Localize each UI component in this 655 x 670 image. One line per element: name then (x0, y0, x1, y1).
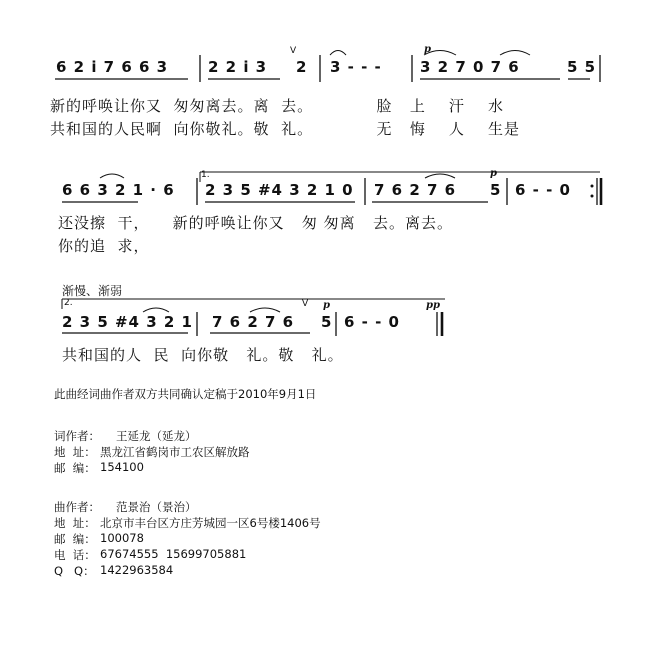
lyricist-zip: 154100 (100, 460, 144, 474)
measure-11-notes: 7 6 2 7 6 (212, 313, 295, 331)
composer-zip-label: 邮 编： (54, 532, 96, 546)
breath-mark-2: V (302, 299, 309, 309)
composer-name: 范景治（景治） (116, 500, 197, 514)
volta-2-label: 2. (64, 298, 73, 308)
volta-1-label: 1. (201, 170, 210, 180)
lyrics-verse-2-line2: 你的追 求， (58, 237, 150, 255)
lyricist-name: 王延龙（延龙） (116, 429, 197, 443)
tempo-marking: 渐慢、渐弱 (62, 284, 123, 298)
measure-9-notes: 6 - - 0 (515, 181, 571, 199)
lyricist-address-label: 地 址： (54, 445, 96, 459)
measure-12-notes: 6 - - 0 (344, 313, 400, 331)
composer-phone: 67674555 15699705881 (100, 547, 247, 561)
measure-3-notes: 3 - - - (330, 58, 382, 76)
composer-qq: 1422963584 (100, 563, 174, 577)
confirmation-note: 此曲经词曲作者双方共同确认定稿于2010年9月1日 (54, 387, 317, 401)
measure-2-end-note: 2 (296, 58, 308, 76)
measure-8-notes: 7 6 2 7 6 (374, 181, 457, 199)
measure-4-notes: 3 2 7 0 7 6 (420, 58, 520, 76)
measure-8-end-note: 5 (490, 181, 502, 199)
measure-2-notes: 2 2 i 3 (208, 58, 268, 76)
measure-6-notes: 6 6 3 2 1 · 6 (62, 181, 175, 199)
composer-address: 北京市丰台区方庄芳城园一区6号楼1406号 (100, 516, 321, 530)
breath-mark: V (290, 46, 297, 56)
lyrics-verse-1-line2: 还没擦 干， 新的呼唤让你又 匆 匆离 去。离去。 (58, 214, 453, 232)
composer-qq-label: Q Q： (54, 564, 95, 578)
dynamic-p-3: p (323, 300, 330, 311)
lyricist-zip-label: 邮 编： (54, 461, 96, 475)
lyrics-verse-1: 新的呼唤让你又 匆匆离去。离 去。 脸 上 汗 水 (50, 97, 504, 115)
measure-11-end-note: 5 (321, 313, 333, 331)
measure-7-notes: 2 3 5 #4 3 2 1 0 (205, 181, 354, 199)
composer-address-label: 地 址： (54, 516, 96, 530)
lyricist-label: 词作者： (54, 429, 100, 443)
measure-1-notes: 6 2 i 7 6 6 3 (56, 58, 169, 76)
dynamic-p: p (424, 44, 431, 55)
composer-label: 曲作者： (54, 500, 100, 514)
dynamic-pp: pp (426, 300, 440, 311)
dynamic-p-2: p (490, 168, 497, 179)
lyrics-verse-2: 共和国的人民啊 向你敬礼。敬 礼。 无 悔 人 生是 (50, 120, 520, 138)
lyricist-address: 黑龙江省鹤岗市工农区解放路 (100, 445, 250, 459)
composer-zip: 100078 (100, 531, 144, 545)
composer-phone-label: 电 话： (54, 548, 96, 562)
lyrics-final: 共和国的人 民 向你敬 礼。敬 礼。 (62, 346, 344, 364)
measure-5-notes: 5 5 (567, 58, 597, 76)
measure-10-notes: 2 3 5 #4 3 2 1 (62, 313, 193, 331)
